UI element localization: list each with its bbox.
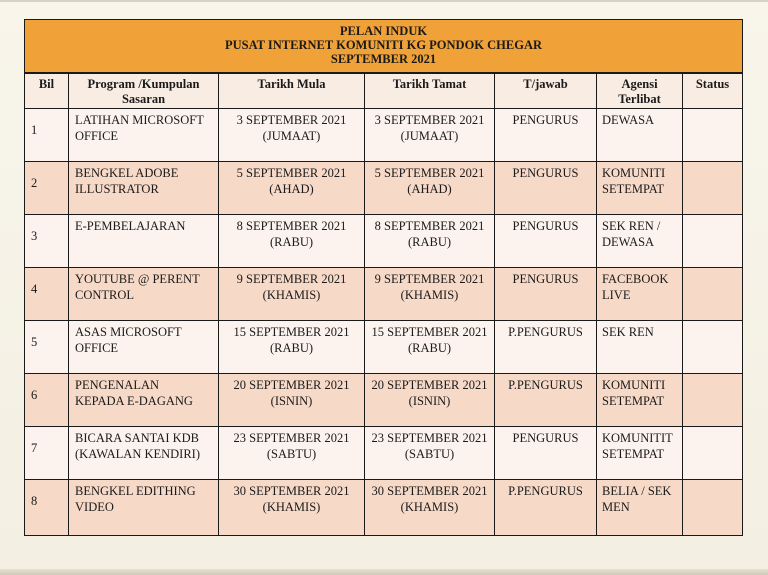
cell-tarikh-tamat: 15 SEPTEMBER 2021 (RABU) <box>365 321 495 374</box>
page-top-edge <box>0 0 768 2</box>
cell-tjawab: P.PENGURUS <box>495 480 597 536</box>
cell-tjawab: PENGURUS <box>495 162 597 215</box>
cell-tarikh-mula: 9 SEPTEMBER 2021 (KHAMIS) <box>219 268 365 321</box>
table-row <box>25 268 743 321</box>
cell-tarikh-tamat: 9 SEPTEMBER 2021 (KHAMIS) <box>365 268 495 321</box>
cell-tarikh-mula: 8 SEPTEMBER 2021 (RABU) <box>219 215 365 268</box>
cell-tarikh-mula: 30 SEPTEMBER 2021 (KHAMIS) <box>219 480 365 536</box>
header-tarikh-mula: Tarikh Mula <box>219 73 365 109</box>
cell-bil: 4 <box>25 268 69 321</box>
cell-agensi: KOMUNITI SETEMPAT <box>597 374 683 427</box>
header-program: Program /Kumpulan Sasaran <box>69 73 219 109</box>
cell-tarikh-mula: 5 SEPTEMBER 2021 (AHAD) <box>219 162 365 215</box>
header-status: Status <box>683 73 743 109</box>
cell-status <box>683 321 743 374</box>
cell-tarikh-tamat: 5 SEPTEMBER 2021 (AHAD) <box>365 162 495 215</box>
cell-agensi: SEK REN / DEWASA <box>597 215 683 268</box>
cell-status <box>683 268 743 321</box>
cell-tjawab: PENGURUS <box>495 268 597 321</box>
header-tarikh-tamat: Tarikh Tamat <box>365 73 495 109</box>
cell-program: BENGKEL ADOBE ILLUSTRATOR <box>69 162 219 215</box>
title-line-1: PELAN INDUK <box>339 24 428 38</box>
title-line-2: PUSAT INTERNET KOMUNITI KG PONDOK CHEGAR <box>224 38 543 52</box>
master-plan-table <box>24 19 743 536</box>
cell-status <box>683 215 743 268</box>
table-row <box>25 109 743 162</box>
header-row <box>25 73 743 109</box>
cell-bil: 1 <box>25 109 69 162</box>
cell-bil: 6 <box>25 374 69 427</box>
cell-tarikh-tamat: 20 SEPTEMBER 2021 (ISNIN) <box>365 374 495 427</box>
cell-tjawab: PENGURUS <box>495 109 597 162</box>
cell-agensi: FACEBOOK LIVE <box>597 268 683 321</box>
cell-tarikh-mula: 23 SEPTEMBER 2021 (SABTU) <box>219 427 365 480</box>
cell-tarikh-tamat: 30 SEPTEMBER 2021 (KHAMIS) <box>365 480 495 536</box>
header-bil: Bil <box>25 73 69 109</box>
table-row <box>25 321 743 374</box>
cell-program: LATIHAN MICROSOFT OFFICE <box>69 109 219 162</box>
header-tjawab: T/jawab <box>495 73 597 109</box>
header-agensi: Agensi Terlibat <box>597 73 683 109</box>
cell-tjawab: P.PENGURUS <box>495 321 597 374</box>
cell-program: BICARA SANTAI KDB (KAWALAN KENDIRI) <box>69 427 219 480</box>
cell-tarikh-tamat: 8 SEPTEMBER 2021 (RABU) <box>365 215 495 268</box>
cell-status <box>683 162 743 215</box>
cell-program: ASAS MICROSOFT OFFICE <box>69 321 219 374</box>
table-row <box>25 374 743 427</box>
table-title <box>25 20 743 73</box>
cell-status <box>683 374 743 427</box>
cell-program: YOUTUBE @ PERENT CONTROL <box>69 268 219 321</box>
title-line-3: SEPTEMBER 2021 <box>330 52 437 66</box>
cell-status <box>683 427 743 480</box>
cell-tjawab: PENGURUS <box>495 427 597 480</box>
cell-bil: 7 <box>25 427 69 480</box>
cell-tarikh-tamat: 3 SEPTEMBER 2021 (JUMAAT) <box>365 109 495 162</box>
cell-status <box>683 109 743 162</box>
cell-agensi: DEWASA <box>597 109 683 162</box>
cell-program: BENGKEL EDITHING VIDEO <box>69 480 219 536</box>
cell-agensi: BELIA / SEK MEN <box>597 480 683 536</box>
cell-tarikh-mula: 3 SEPTEMBER 2021 (JUMAAT) <box>219 109 365 162</box>
cell-status <box>683 480 743 536</box>
cell-program: E-PEMBELAJARAN <box>69 215 219 268</box>
cell-tarikh-mula: 20 SEPTEMBER 2021 (ISNIN) <box>219 374 365 427</box>
cell-agensi: KOMUNITIT SETEMPAT <box>597 427 683 480</box>
cell-tjawab: PENGURUS <box>495 215 597 268</box>
cell-bil: 5 <box>25 321 69 374</box>
page-bottom-edge <box>0 569 768 575</box>
table-row <box>25 427 743 480</box>
cell-program: PENGENALAN KEPADA E-DAGANG <box>69 374 219 427</box>
cell-tarikh-tamat: 23 SEPTEMBER 2021 (SABTU) <box>365 427 495 480</box>
cell-tjawab: P.PENGURUS <box>495 374 597 427</box>
table-row <box>25 162 743 215</box>
cell-agensi: KOMUNITI SETEMPAT <box>597 162 683 215</box>
cell-tarikh-mula: 15 SEPTEMBER 2021 (RABU) <box>219 321 365 374</box>
table-row <box>25 215 743 268</box>
table-row <box>25 480 743 536</box>
cell-bil: 8 <box>25 480 69 536</box>
cell-bil: 3 <box>25 215 69 268</box>
cell-bil: 2 <box>25 162 69 215</box>
cell-agensi: SEK REN <box>597 321 683 374</box>
